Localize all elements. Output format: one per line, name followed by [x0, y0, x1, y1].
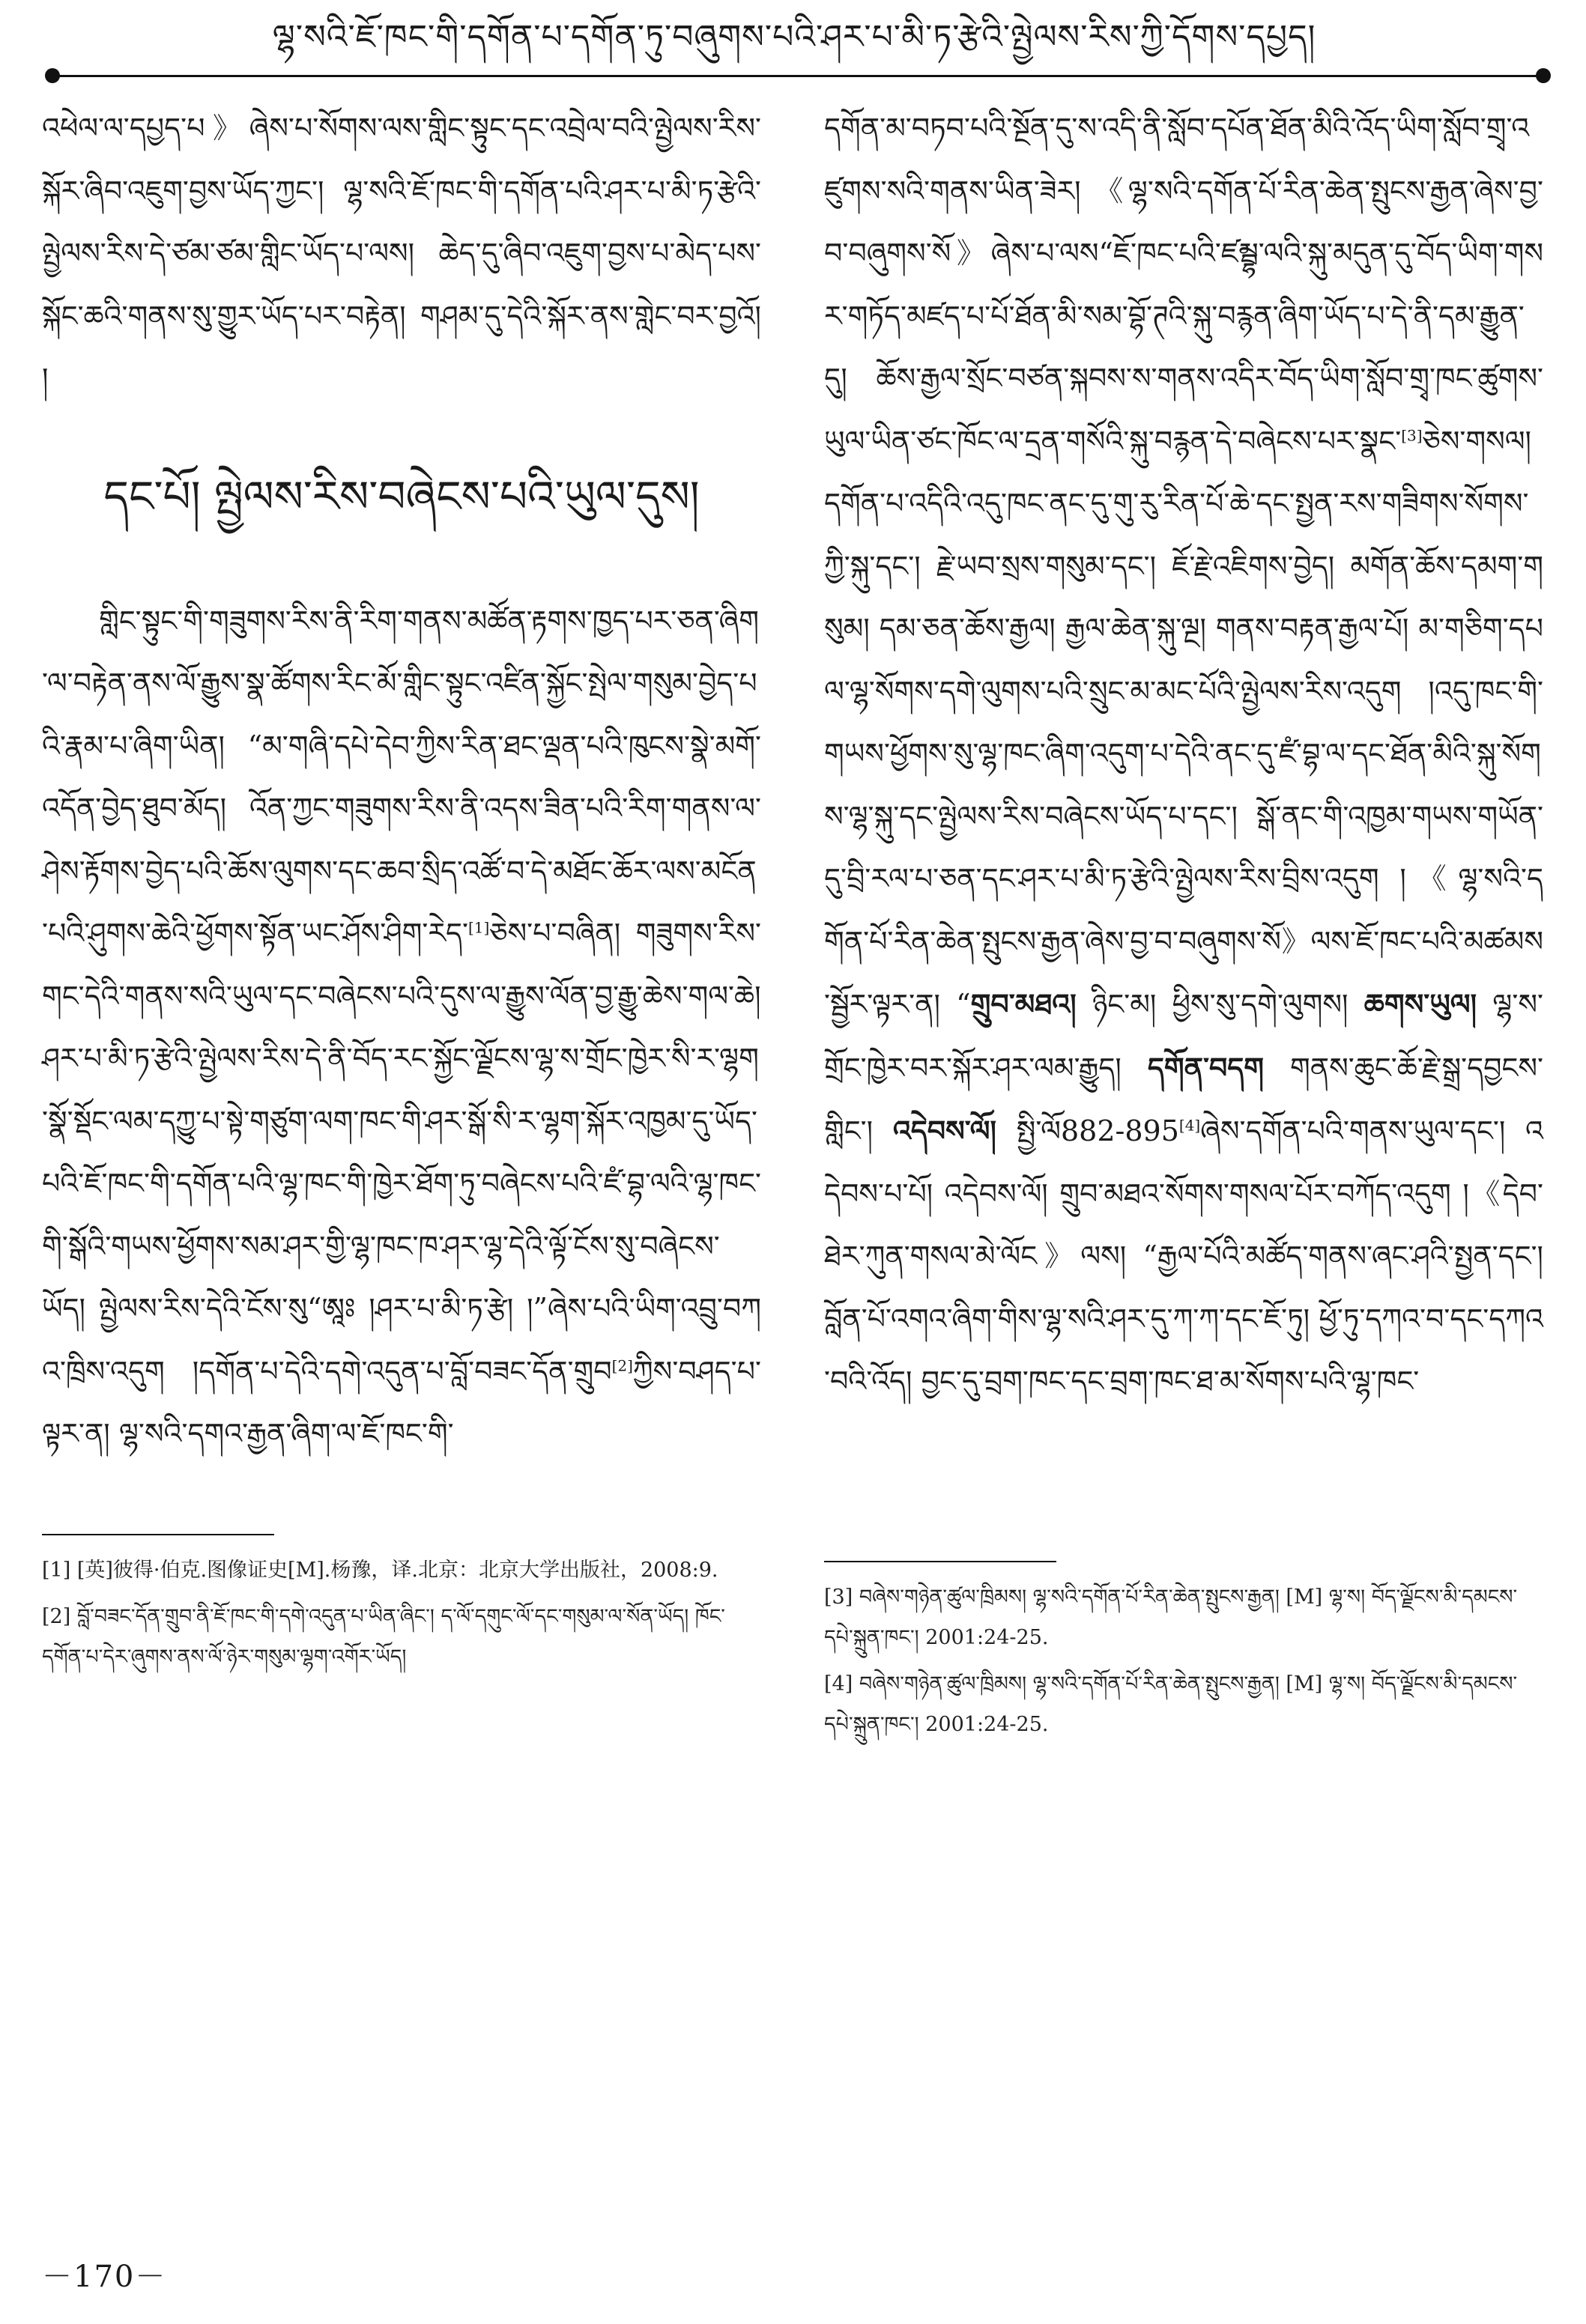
right-paragraph-1-text-d: ལྷ་ས་གྲོང་ཁྱེར་བར་སྐོར་ཤར་ལམ་རྒྱུད། [824, 988, 1543, 1084]
header-rule-dot-right [1536, 68, 1551, 83]
footnote-rule-right [824, 1561, 1056, 1562]
left-paragraph-2 [42, 590, 761, 1466]
left-paragraph-1: འཕེལ་ལ་དཔྱད་པ》ཞེས་པ་སོགས་ལས་གླིང་སྟུང་དང་འབྲེལ་བའི་ལྤྱེལས་རིས་སྐོར་ཞིབ་འཇུག་བྱས་ཡོད་ཀྱང་། ལྷ་སའི་ཇོ་ཁང་གི་དགོན་པའི་ཤར་པ་མི་ཏ་རྩེའི་ལྤྱེལས་རིས་དེ་ཙམ་ཙམ་གླིང་ཡོད་པ་ལས། ཆེད་དུ་ཞིབ་འཇུག་བྱས་པ་མེད་པས་སྐོང་ཆའི་གནས་སུ་གྱུར་ཡོད་པར་བརྟེན། གཤམ་དུ་དེའི་སྐོར་ནས་གླེང་བར་བྱའོ། ། [42, 112, 761, 395]
left-column [42, 97, 761, 1466]
right-paragraph-1-text-f: སྤྱི་ལོ882-895 [996, 1114, 1179, 1147]
left-paragraph-2-text-b: ཅེས་པ་བཞིན། གཟུགས་རིས་གང་དེའི་གནས་སའི་ཡུལ་དང་བཞེངས་པའི་དུས་ལ་རྒྱུས་ལོན་བྱ་རྒྱུ་ཆེས་གལ་ཆེ། ཤར་པ་མི་ཏ་རྩེའི་ལྤྱེལས་རིས་དེ་ནི་བོད་རང་སྐྱོང་ལྗོངས་ལྷ་ས་གྲོང་ཁྱེར་སི་ར་ལྷག་སྣོ་སྡོང་ལམ་དཀྱུ་པ་སྟེ་གཙུག་ལག་ཁང་གི་ཤར་སྒོ་སི་ར་ལྷག་སྐོར་འཁྱམ་དུ་ཡོད་པའི་ཇོ་ཁང་གི་དགོན་པའི་ལྷ་ཁང་གི་ཁྱེར་ཐོག་ཏུ་བཞེངས་པའི་ཛཾ་བྷ་ལའི་ལྷ་ཁང་གི་སྒོའི་གཡས་ཕྱོགས་སམ་ཤར་གྱི་ལྷ་ཁང་ཁ་ཤར་ལྷ་དེའི་ལྟོ་ངོས་སུ་བཞེངས་ཡོད། ལྤྱེལས་རིས་དེའི་ངོས་སུ“ཨཱཿ །ཤར་པ་མི་ཏ་རྩེ། །”ཞེས་པའི་ཡིག་འབྲུ་བཀའ་ཁྲིས་འདུག །དགོན་པ་དེའི་དགེ་འདུན་པ་བློ་བཟང་དོན་གྲུབ [42, 917, 761, 1388]
footnote-ref-2: [2] [611, 1356, 633, 1374]
header-rule-dot-left [45, 68, 60, 83]
right-paragraph-1-text-g: ཞེས་དགོན་པའི་གནས་ཡུལ་དང་། འདེབས་པ་པོ། འདེབས་ལོ། གྲུབ་མཐའ་སོགས་གསལ་པོར་བཀོད་འདུག །《དེབ་ཐེར་ཀུན་གསལ་མེ་ལོང》ལས། “རྒྱལ་པོའི་མཚོད་གནས་ཞང་ཤའི་སྤྱན་དང་། བློན་པོ་འགའ་ཞིག་གིས་ལྷ་སའི་ཤར་དུ་ཀ་ཀ་དང་ཇོ་ཏུ། ཕྱོ་ཏུ་དཀའ་བ་དང་དཀའ་བའི་འོད། བྱང་དུ་བྲག་ཁང་དང་བྲག་ཁང་ཐ་མ་སོགས་པའི་ལྷ་ཁང་ [824, 1114, 1543, 1398]
right-column [824, 97, 1543, 1413]
right-paragraph-1-text-a: དགོན་མ་བཏབ་པའི་སྔོན་དུ་ས་འདི་ནི་སློབ་དཔོན་ཐོན་མིའི་འོད་ཡིག་སློབ་གྲྭ་འཛུགས་སའི་གནས་ཡིན་ཟེར། 《ལྷ་སའི་དགོན་པོ་རིན་ཆེན་སྤུངས་རྒྱན་ཞེས་བྱ་བ་བཞུགས་སོ》ཞེས་པ་ལས“ཇོ་ཁང་པའི་ཛམྦྷ་ལའི་སྐུ་མདུན་དུ་བོད་ཡིག་གསར་གཏོད་མཛད་པ་པོ་ཐོན་མི་སམ་བྷོ་ཊའི་སྐུ་བརྙན་ཞིག་ཡོད་པ་དེ་ནི་དམ་རྒྱུན་དུ། ཆོས་རྒྱལ་སྲོང་བཙན་སྐབས་ས་གནས་འདིར་བོད་ཡིག་སློབ་གྲྭ་ཁང་ཚུགས་ཡུལ་ཡིན་ཙང་ཁོང་ལ་དྲན་གསོའི་སྐུ་བརྙན་དེ་བཞེངས་པར་སྣང་ [824, 112, 1543, 458]
running-header: ལྷ་སའི་ཇོ་ཁང་གི་དགོན་པ་དགོན་ཏུ་བཞུགས་པའི་ཤར་པ་མི་ཏ་རྩེའི་ལྤྱེལས་རིས་ཀྱི་དོགས་དཔྱད། [272, 18, 1316, 56]
left-paragraph-2-text-c: ཀྱིས་བཤད་པ་ལྟར་ན། ལྷ་སའི་དགའ་རྒྱན་ཞིག་ལ་ཇོ་ཁང་གི་ [42, 1354, 761, 1450]
bold-label-sect: གྲུབ་མཐའ། [970, 987, 1077, 1021]
bold-label-location: ཆགས་ཡུལ། [1363, 987, 1477, 1021]
right-paragraph-1 [824, 97, 1543, 1413]
left-paragraph-2-text-a: གླིང་སྟུང་གི་གཟུགས་རིས་ནི་རིག་གནས་མཚོན་རྟགས་ཁྱད་པར་ཅན་ཞིག་ལ་བརྟེན་ནས་ལོ་རྒྱུས་སྣ་ཚོགས་རིང་མོ་གླིང་སྟུང་འཛིན་སྐྱོང་སྤེལ་གསུམ་བྱེད་པའི་རྣམ་པ་ཞིག་ཡིན། “མ་གཞི་དཔེ་དེབ་ཀྱིས་རིན་ཐང་ལྡན་པའི་ཁུངས་སྣེ་མགོ་འདོན་བྱེད་ཐུབ་མོད། འོན་ཀྱང་གཟུགས་རིས་ནི་འདས་ཟིན་པའི་རིག་གནས་ལ་ཤེས་རྟོགས་བྱེད་པའི་ཆོས་ལུགས་དང་ཆབ་སྲིད་འཚོ་བ་དེ་མཐོང་ཆོར་ལས་མངོན་པའི་ཤུགས་ཆེའི་ཕྱོགས་སྟོན་ཡང་ཤོས་ཤིག་རེད་ [42, 604, 761, 950]
footnote-1: [1] [英]彼得·伯克.图像证史[M].杨豫，译.北京：北京大学出版社，2008:9. [42, 1559, 718, 1582]
section-heading: དང་པོ། ལྤྱེལས་རིས་བཞེངས་པའི་ཡུལ་དུས། [103, 470, 700, 522]
footnote-2: [2] བློ་བཟང་དོན་གྲུབ་ནི་ཇོ་ཁང་གི་དགེ་འདུན་པ་ཡིན་ཞིང་། ད་ལོ་དགུང་ལོ་དང་གསུམ་ལ་སོན་ཡོད། ཁོང་དགོན་པ་དེར་ཞུགས་ནས་ལོ་ཉེར་གསུམ་ལྷག་འགོར་ཡོད། [42, 1605, 725, 1669]
right-paragraph-1-text-b: ཅེས་གསལ། དགོན་པ་འདིའི་འདུ་ཁང་ནང་དུ་གུ་རུ་རིན་པོ་ཆེ་དང་སྤྱན་རས་གཟིགས་སོགས་ཀྱི་སྐུ་དང་། རྗེ་ཡབ་སྲས་གསུམ་དང་། ཇོ་རྗེ་འཇིགས་བྱེད། མགོན་ཆོས་དམག་གསུམ། དམ་ཅན་ཆོས་རྒྱལ། རྒྱལ་ཆེན་སྐུ་ལྔ། གནས་བརྟན་རྒྱལ་པོ། མ་གཅིག་དཔལ་ལྷ་སོགས་དགེ་ལུགས་པའི་སྲུང་མ་མང་པོའི་ལྤྱེལས་རིས་འདུག །འདུ་ཁང་གི་གཡས་ཕྱོགས་སུ་ལྷ་ཁང་ཞིག་འདུག་པ་དེའི་ནང་དུ་ཛཾ་བྷ་ལ་དང་ཐོན་མིའི་སྐུ་སོགས་ལྷ་སྐུ་དང་ལྤྱེལས་རིས་བཞེངས་ཡོད་པ་དང་། སྒོ་ནང་གི་འཁྱམ་གཡས་གཡོན་དུ་བྲི་རལ་པ་ཅན་དང་ཤར་པ་མི་ཏ་རྩེའི་ལྤྱེལས་རིས་བྲིས་འདུག །《ལྷ་སའི་དགོན་པོ་རིན་ཆེན་སྤུངས་རྒྱན་ཞེས་བྱ་བ་བཞུགས་སོ》ལས་ཇོ་ཁང་པའི་མཚམས་སྦྱོར་ལྟར་ན། “ [824, 424, 1543, 1021]
right-paragraph-1-text-e: གནས་ཆུང་ཆོ་རྗེ་སྒྲ་དབྱངས་གླིང་། [824, 1051, 1543, 1147]
footnote-4: [4] བཞེས་གཉེན་ཚུལ་ཁྲིམས། ལྷ་སའི་དགོན་པོ་རིན་ཆེན་སྤུངས་རྒྱན། [M] ལྷ་ས། བོད་ལྗོངས་མི་དམངས་དཔེ་སྐྲུན་ཁང་། 2001:24-25. [824, 1672, 1518, 1736]
footnote-3: [3] བཞེས་གཉེན་ཚུལ་ཁྲིམས། ལྷ་སའི་དགོན་པོ་རིན་ཆེན་སྤུངས་རྒྱན། [M] ལྷ་ས། བོད་ལྗོངས་མི་དམངས་དཔེ་སྐྲུན་ཁང་། 2001:24-25. [824, 1586, 1518, 1649]
bold-label-founded: འདེབས་ལོ། [892, 1114, 996, 1147]
bold-label-owner: དགོན་བདག [1147, 1050, 1265, 1084]
header-rule [52, 75, 1543, 77]
right-paragraph-1-text-c: ཉིང་མ། ཕྱིས་སུ་དགེ་ལུགས། [1076, 988, 1364, 1021]
page-number: －170－ [42, 2260, 167, 2294]
footnote-rule-left [42, 1534, 274, 1535]
footnotes-right [824, 1577, 1543, 1751]
footnote-ref-3: [3] [1401, 425, 1423, 444]
footnotes-left [42, 1550, 761, 1684]
footnote-ref-4: [4] [1178, 1116, 1201, 1135]
footnote-ref-1: [1] [467, 918, 490, 937]
